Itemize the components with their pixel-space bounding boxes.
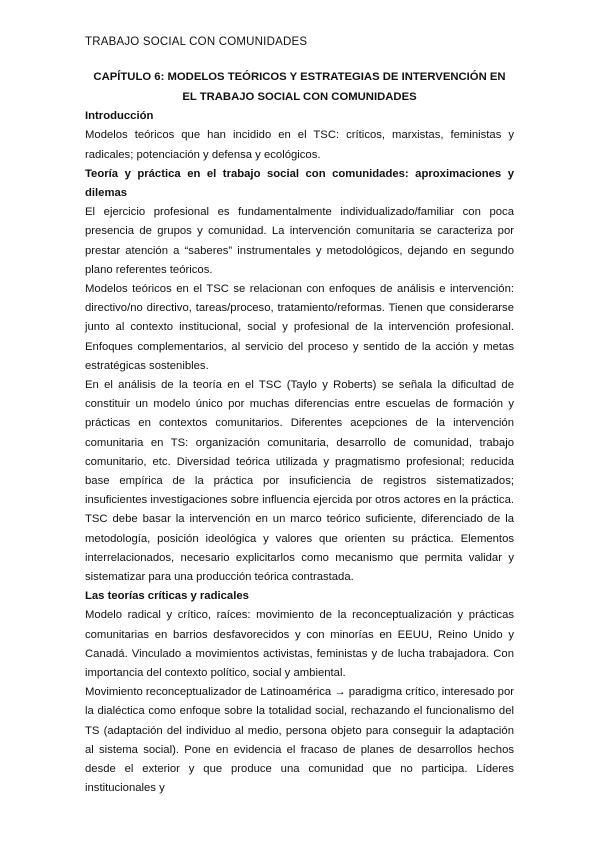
running-header: TRABAJO SOCIAL CON COMUNIDADES <box>85 36 308 48</box>
section-heading-introduccion: Introducción <box>85 110 154 123</box>
chapter-title: CAPÍTULO 6: MODELOS TEÓRICOS Y ESTRATEGIAS DE INTERVENCIÓN EN EL TRABAJO SOCIAL CON COMUNIDADES <box>93 71 506 103</box>
paragraph: Modelo radical y crítico, raíces: movimiento de la reconceptualización y prácticas comunitarias en barrios desfavorecidos y con minorías en EEUU, Reino Unido y Canadá. Vinculado a movimientos activistas, feministas y de lucha trabajadora. Con importancia del contexto político, social y ambiental. <box>85 609 514 680</box>
paragraph: Modelos teóricos que han incidido en el TSC: críticos, marxistas, feministas y radicales; potenciación y defensa y ecológicos. <box>85 129 514 161</box>
section-heading-teorias-criticas: Las teorías críticas y radicales <box>85 590 249 603</box>
paragraph: En el análisis de la teoría en el TSC (Taylo y Roberts) se señala la dificultad de constituir un modelo único por muchas diferencias entre escuelas de formación y prácticas en contextos comunitarios. Diferentes acepciones de la intervención comunitaria en TS: organización comunitaria, desarrollo de comunidad, trabajo comunitario, etc. Diversidad teórica utilizada y pragmatismo profesional; reducida base empírica de la práctica por insuficiencia de registros sistematizados; insuficientes investigaciones sobre influencia ejercida por otros actores en la práctica. TSC debe basar la intervención en un marco teórico suficiente, diferenciado de la metodología, posición ideológica y valores que orienten su práctica. Elementos interrelacionados, necesario explicitarlos como mecanismo que permita validar y sistematizar para una producción teórica contrastada. <box>85 379 514 584</box>
document-body <box>85 68 514 799</box>
paragraph: El ejercicio profesional es fundamentalmente individualizado/familiar con poca presencia de grupos y comunidad. La intervención comunitaria se caracteriza por prestar atención a “saberes” instrumentales y metodológicos, dejando en segundo plano referentes teóricos. <box>85 206 514 276</box>
paragraph: Modelos teóricos en el TSC se relacionan con enfoques de análisis e intervención: directivo/no directivo, tareas/proceso, tratamiento/reformas. Tienen que considerarse junto al contexto institucional, social y profesional de la intervención profesional. Enfoques complementarios, al servicio del proceso y sentido de la acción y metas estratégicas sostenibles. <box>85 283 514 372</box>
section-heading-teoria-practica: Teoría y práctica en el trabajo social con comunidades: aproximaciones y dilemas <box>85 167 514 199</box>
paragraph: Movimiento reconceptualizador de Latinoamérica → paradigma crítico, interesado por la dialéctica como enfoque sobre la totalidad social, rechazando el funcionalismo del TS (adaptación del individuo al medio, persona objeto para conseguir la adaptación al sistema social). Pone en evidencia el fracaso de planes de desarrollos hechos desde el exterior y que produce una comunidad que no participa. Líderes institucionales y <box>85 686 514 795</box>
